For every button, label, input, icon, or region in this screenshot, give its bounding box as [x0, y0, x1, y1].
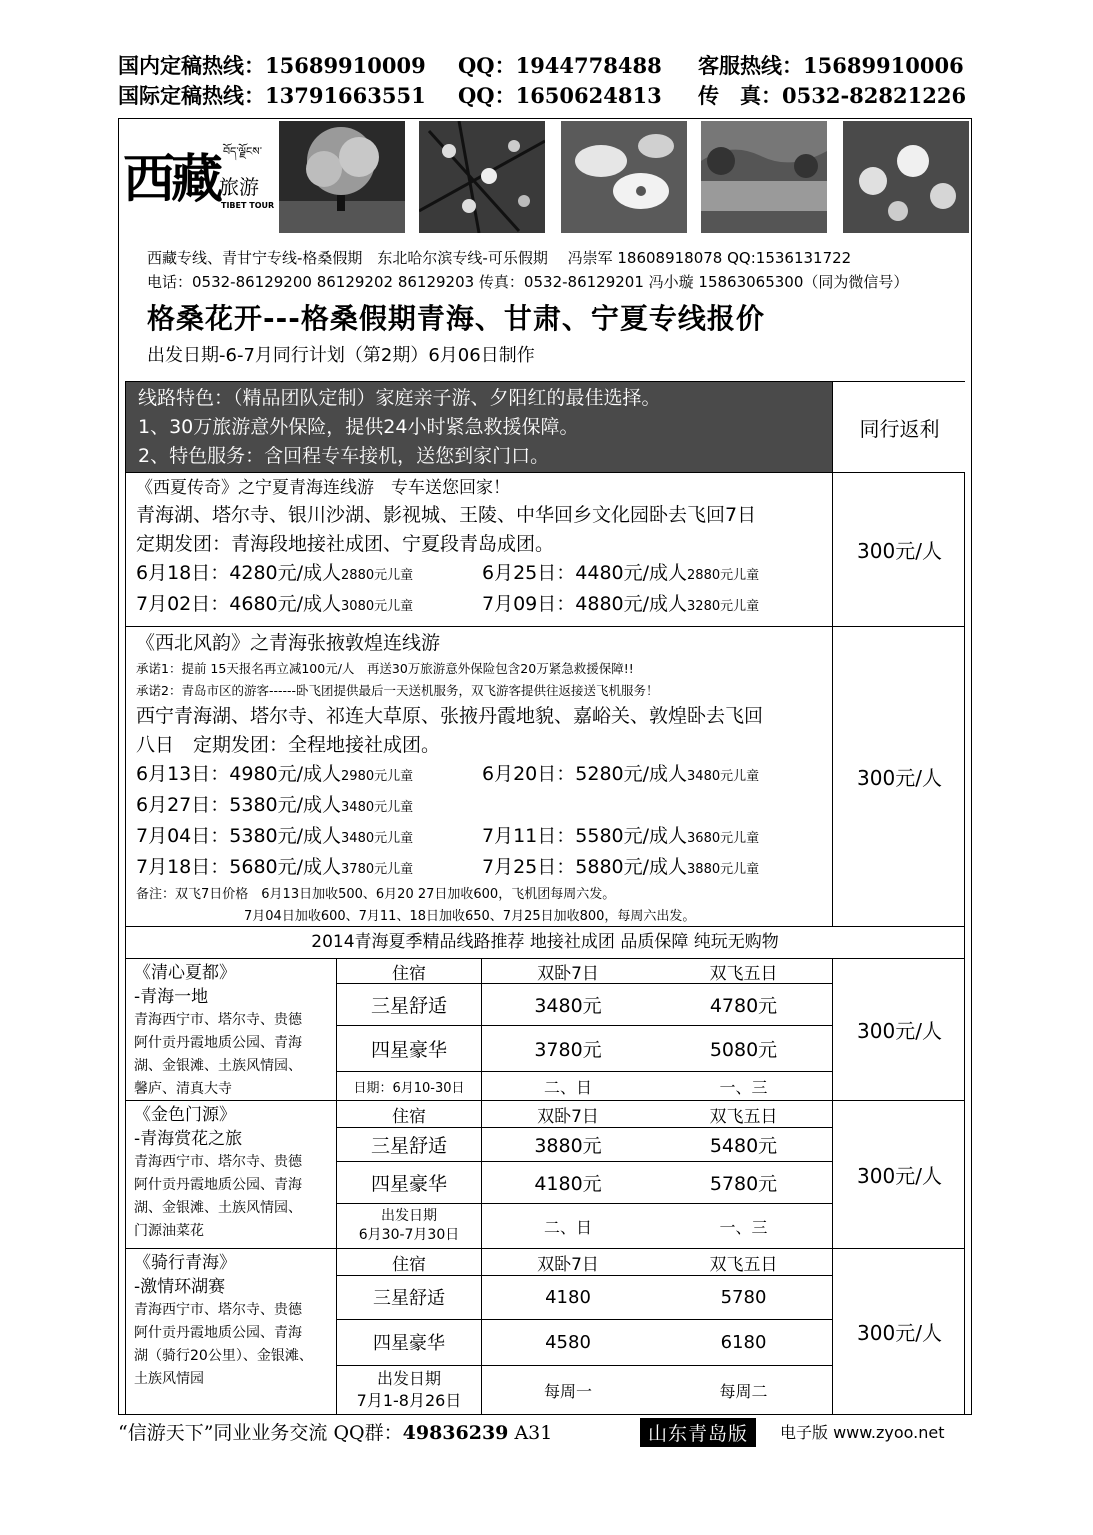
price-grid — [336, 959, 833, 1100]
product-tag: -激情环湖赛 — [134, 1277, 226, 1297]
product-jinse — [125, 1101, 965, 1249]
product-name: 《金色门源》 — [134, 1105, 236, 1125]
grid-header: 住宿 双卧7日 双飞五日 — [337, 959, 833, 984]
hotline-row-2 — [118, 80, 966, 110]
edition-badge: 山东青岛版 — [640, 1418, 756, 1447]
apricot-photo — [843, 121, 969, 233]
logo-chinese: 西藏 — [123, 149, 220, 210]
grid-row: 出发日期 7月1-8月26日 每周一 每周二 — [337, 1365, 833, 1415]
intl-hotline: 国际定稿热线：13791663551 — [118, 83, 426, 108]
logo-english: TIBET TOUR — [221, 201, 275, 210]
grid-row: 四星豪华 4180元 5780元 — [337, 1161, 833, 1204]
grid-row: 三星舒适 3480元 4780元 — [337, 983, 833, 1026]
features-banner — [125, 381, 965, 473]
product-desc: 湖（骑行20公里）、金银滩、 — [134, 1348, 313, 1364]
page-title: 格桑花开---格桑假期青海、甘肃、宁夏专线报价 — [147, 302, 765, 335]
footer-qq-group: “信游天下”同业业务交流 QQ群：49836239 A31 — [118, 1422, 553, 1444]
service-hotline: 客服热线：15689910006 — [698, 53, 964, 78]
price-row: 7月02日：4680元/成人3080元儿童 7月09日：4880元/成人3280元儿童 — [136, 593, 760, 615]
footer-page: A31 — [514, 1422, 553, 1444]
grid-row: 三星舒适 4180 5780 — [337, 1275, 833, 1320]
route-group-info: 定期发团：青海段地接社成团、宁夏段青岛成团。 — [136, 533, 555, 555]
product-desc: 青海西宁市、塔尔寺、贵德 — [134, 1012, 302, 1028]
product-desc: 门源油菜花 — [134, 1223, 204, 1239]
rebate-value: 300元/人 — [832, 1249, 966, 1414]
product-tag: -青海一地 — [134, 987, 209, 1007]
price-grid — [336, 1101, 833, 1248]
hotline-row-1 — [118, 50, 964, 80]
price-row: 7月18日：5680元/成人3780元儿童 7月25日：5880元/成人3880元儿童 — [136, 856, 760, 878]
route-group-info: 八日 定期发团：全程地接社成团。 — [136, 734, 441, 756]
product-desc: 馨庐、清真大寺 — [134, 1081, 232, 1097]
route-xixia — [125, 473, 965, 627]
price-row: 6月27日：5380元/成人3480元儿童 — [136, 794, 414, 816]
footer-qq: 49836239 — [402, 1422, 509, 1444]
product-qixing — [125, 1249, 965, 1415]
price-row: 6月18日：4280元/成人2880元儿童 6月25日：4480元/成人2880元儿童 — [136, 562, 760, 584]
grid-row: 出发日期 6月30-7月30日 二、日 一、三 — [337, 1203, 833, 1249]
fax-number: 传 真：0532-82821226 — [698, 83, 967, 108]
logo-lvyou: 旅游 — [219, 175, 259, 199]
grid-row: 日期：6月10-30日 二、日 一、三 — [337, 1071, 833, 1101]
rebate-value: 300元/人 — [832, 959, 966, 1100]
feature-line: 2、特色服务：含回程专车接机，送您到家门口。 — [138, 445, 550, 467]
rebate-value: 300元/人 — [832, 627, 966, 926]
route-itinerary: 西宁青海湖、塔尔寺、祁连大草原、张掖丹霞地貌、嘉峪关、敦煌卧去飞回 — [136, 705, 764, 727]
grid-header: 住宿 双卧7日 双飞五日 — [337, 1249, 833, 1276]
recommend-banner: 2014青海夏季精品线路推荐 地接社成团 品质保障 纯玩无购物 — [125, 927, 965, 959]
promise-1: 承诺1：提前 15天报名再立减100元/人 再送30万旅游意外保险包含20万紧急救援保障!! — [136, 661, 634, 676]
product-tag: -青海赏花之旅 — [134, 1129, 243, 1149]
tibet-tour-logo — [123, 131, 275, 226]
product-name: 《骑行青海》 — [134, 1253, 236, 1273]
blossom-photo — [419, 121, 545, 233]
product-name: 《清心夏都》 — [134, 963, 236, 983]
promise-2: 承诺2：青岛市区的游客------卧飞团提供最后一天送机服务，双飞游客提供往返接送飞机服务！ — [136, 683, 659, 698]
rebate-value: 300元/人 — [832, 473, 966, 626]
product-desc: 青海西宁市、塔尔寺、贵德 — [134, 1154, 302, 1170]
domestic-hotline: 国内定稿热线：15689910009 — [118, 53, 426, 78]
product-desc: 土族风情园 — [134, 1371, 204, 1387]
rebate-value: 300元/人 — [832, 1101, 966, 1248]
route-xibei — [125, 627, 965, 927]
intl-qq: QQ：1650624813 — [458, 83, 662, 108]
product-desc: 阿什贡丹霞地质公园、青海 — [134, 1325, 302, 1341]
rebate-header: 同行返利 — [832, 382, 966, 472]
price-row: 6月13日：4980元/成人2980元儿童 6月20日：5280元/成人3480元儿童 — [136, 763, 760, 785]
grid-header: 住宿 双卧7日 双飞五日 — [337, 1101, 833, 1128]
product-desc: 阿什贡丹霞地质公园、青海 — [134, 1035, 302, 1051]
flower-photo — [561, 121, 687, 233]
logo-tibetan: བོད་ལྗོངས་ — [223, 145, 263, 158]
price-row: 7月04日：5380元/成人3480元儿童 7月11日：5580元/成人3680元儿童 — [136, 825, 760, 847]
route-title: 《西夏传奇》之宁夏青海连线游 专车送您回家！ — [136, 478, 510, 498]
edition-url: 电子版 www.zyoo.net — [780, 1423, 945, 1442]
ad-frame — [118, 118, 972, 1415]
valley-photo — [701, 121, 827, 233]
product-desc: 阿什贡丹霞地质公园、青海 — [134, 1177, 302, 1193]
grid-row: 四星豪华 4580 6180 — [337, 1319, 833, 1366]
route-note: 备注：双飞7日价格 6月13日加收500、6月20 27日加收600，飞机团每周六发。 — [136, 887, 616, 902]
page-subtitle: 出发日期-6-7月同行计划（第2期）6月06日制作 — [147, 345, 535, 366]
product-qingxin — [125, 959, 965, 1101]
route-title: 《西北风韵》之青海张掖敦煌连线游 — [136, 632, 441, 654]
domestic-qq: QQ：1944778488 — [458, 53, 662, 78]
agency-line-1: 西藏专线、青甘宁专线-格桑假期 东北哈尔滨专线-可乐假期 冯崇军 18608918078 QQ:1536131722 — [147, 249, 852, 267]
grid-row: 三星舒适 3880元 5480元 — [337, 1127, 833, 1162]
grid-row: 四星豪华 3780元 5080元 — [337, 1025, 833, 1072]
product-desc: 青海西宁市、塔尔寺、贵德 — [134, 1302, 302, 1318]
agency-line-2: 电话：0532-86129200 86129202 86129203 传真：0532-86129201 冯小璇 15863065300（同为微信号） — [147, 273, 909, 291]
route-itinerary: 青海湖、塔尔寺、银川沙湖、影视城、王陵、中华回乡文化园卧去飞回7日 — [136, 504, 757, 526]
tree-photo — [279, 121, 405, 233]
route-note: 7月04日加收600、7月11、18日加收650、7月25日加收800，每周六出发。 — [244, 909, 696, 924]
feature-line: 1、30万旅游意外保险，提供24小时紧急救援保障。 — [138, 416, 579, 438]
feature-line: 线路特色：（精品团队定制）家庭亲子游、夕阳红的最佳选择。 — [138, 387, 661, 409]
price-grid — [336, 1249, 833, 1414]
product-desc: 湖、金银滩、土族风情园、 — [134, 1200, 302, 1216]
product-desc: 湖、金银滩、土族风情园、 — [134, 1058, 302, 1074]
